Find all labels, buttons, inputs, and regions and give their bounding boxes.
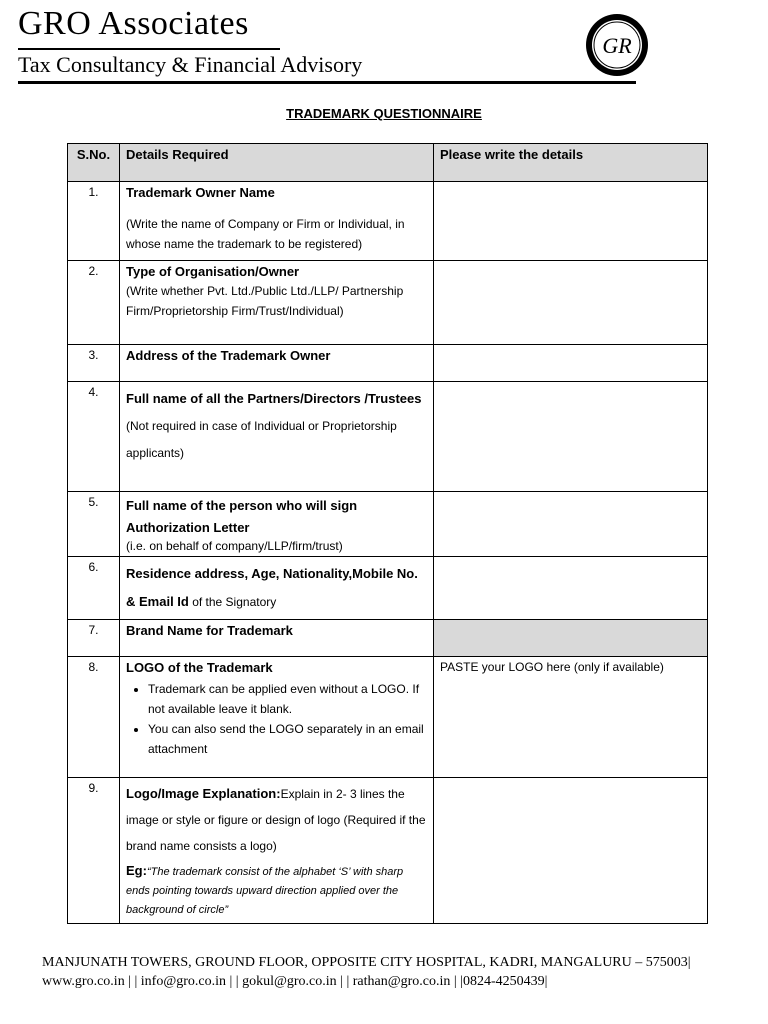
footer-address: MANJUNATH TOWERS, GROUND FLOOR, OPPOSITE CITY HOSPITAL, KADRI, MANGALURU – 575003| [42,955,691,970]
answer-field[interactable] [434,382,708,492]
table-row [68,345,708,382]
row-note: (Write whether Pvt. Ltd./Public Ltd./LLP/ Partnership Firm/Proprietorship Firm/Trust/Individual) [126,284,404,318]
logo-paste-field[interactable] [434,657,708,778]
row-details [120,620,434,657]
answer-field[interactable] [434,620,708,657]
row-note: (i.e. on behalf of company/LLP/firm/trust) [126,539,343,553]
row-number: 5. [68,492,120,557]
answer-field[interactable] [434,778,708,924]
company-name: GRO Associates [18,5,249,42]
row-note: (Not required in case of Individual or Proprietorship applicants) [126,419,397,460]
table-row [68,778,708,924]
logo-paste-instruction: PASTE your LOGO here (only if available) [440,660,664,674]
row-details [120,182,434,261]
row-details [120,778,434,924]
list-item: • Trademark can be applied even without a LOGO. If not available leave it blank. [148,679,427,719]
row-number: 2. [68,261,120,345]
footer-contacts: www.gro.co.in | | info@gro.co.in | | gokul@gro.co.in | | rathan@gro.co.in | |0824-4250439| [42,974,548,989]
row-title-suffix: of the Signatory [188,595,277,609]
answer-field[interactable] [434,557,708,620]
table-row [68,261,708,345]
row-note: (Write the name of Company or Firm or Individual, in whose name the trademark to be registered) [126,217,405,251]
row-title: Address of the Trademark Owner [126,348,331,363]
row-details [120,557,434,620]
example-text: “The trademark consist of the alphabet ‘S’ with sharp ends pointing towards upward direction applied over the background of circle” [126,866,404,916]
table-header-row [68,144,708,182]
row-number: 3. [68,345,120,382]
company-logo [584,12,650,78]
row-details [120,382,434,492]
row-title: LOGO of the Trademark [126,660,273,675]
row-number: 6. [68,557,120,620]
company-name-underline [18,48,280,50]
row-title: Trademark Owner Name [126,185,275,200]
row-title: Residence address, Age, Nationality,Mobile No. & Email Id [126,566,418,609]
header-write-details: Please write the details [434,144,708,182]
footer [42,953,691,991]
list-item: • You can also send the LOGO separately in an email attachment [148,719,427,759]
answer-field[interactable] [434,182,708,261]
row-details [120,261,434,345]
logo-notes-list [126,679,427,759]
company-tagline: Tax Consultancy & Financial Advisory [18,52,363,77]
letterhead [18,6,638,82]
row-details [120,492,434,557]
header-details-required: Details Required [120,144,434,182]
answer-field[interactable] [434,492,708,557]
row-title: Full name of the person who will sign Authorization Letter [126,498,358,535]
row-number: 1. [68,182,120,261]
row-details [120,657,434,778]
row-number: 8. [68,657,120,778]
row-number: 7. [68,620,120,657]
table-row [68,492,708,557]
answer-field[interactable] [434,261,708,345]
row-title: Type of Organisation/Owner [126,264,300,279]
letterhead-rule [18,81,636,84]
row-note: Explain in 2- 3 lines the image or style or figure or design of logo (Required if the brand name consists a logo) [126,787,426,853]
row-title: Brand Name for Trademark [126,623,293,638]
row-title: Full name of all the Partners/Directors /Trustees [126,391,422,406]
row-details [120,345,434,382]
row-title: Logo/Image Explanation: [126,786,281,801]
table-row [68,382,708,492]
answer-field[interactable] [434,345,708,382]
example-label: Eg: [126,863,147,878]
row-number: 4. [68,382,120,492]
logo-monogram: GR [602,33,632,58]
header-sno: S.No. [68,144,120,182]
table-row [68,557,708,620]
row-number: 9. [68,778,120,924]
questionnaire-table [67,143,708,924]
table-row [68,620,708,657]
document-title: TRADEMARK QUESTIONNAIRE [286,106,482,121]
table-row [68,182,708,261]
table-row [68,657,708,778]
